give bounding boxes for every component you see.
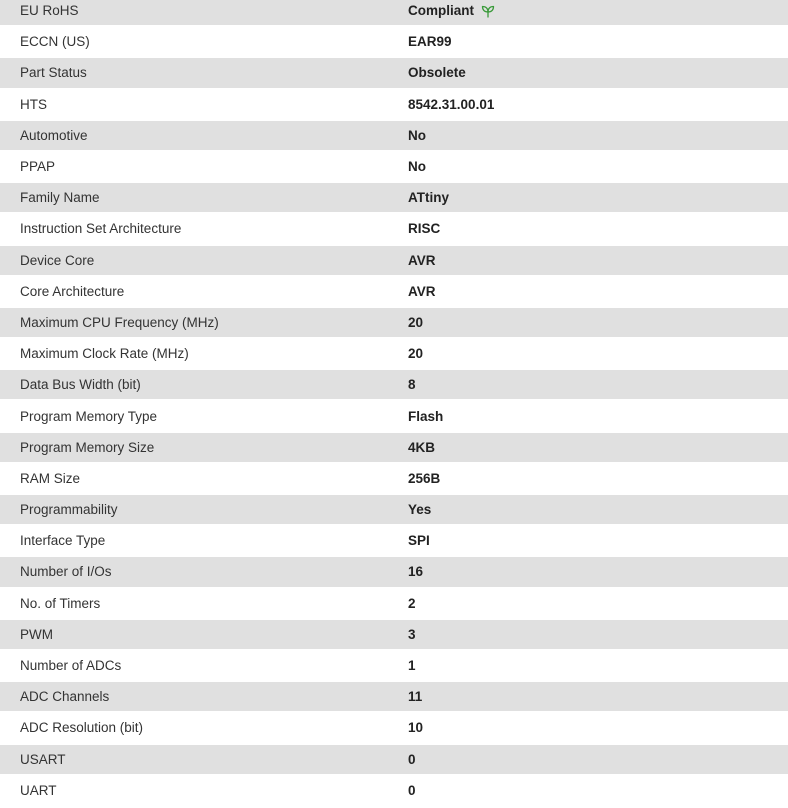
- spec-value-text: Compliant: [408, 3, 474, 19]
- spec-row-ppap: [0, 152, 788, 183]
- spec-value: Flash: [408, 408, 444, 424]
- spec-row-programmability: [0, 495, 788, 526]
- spec-row-timers: [0, 589, 788, 620]
- spec-label: ADC Channels: [20, 689, 110, 705]
- spec-row-pwm: [0, 620, 788, 651]
- spec-value: EAR99: [408, 34, 452, 50]
- spec-label: UART: [20, 782, 57, 798]
- spec-value: 4KB: [408, 439, 436, 455]
- spec-row-eccn: [0, 27, 788, 58]
- spec-row-device-core: [0, 246, 788, 277]
- spec-row-uart: [0, 776, 788, 807]
- spec-value: AVR: [408, 252, 436, 268]
- spec-row-usart: [0, 745, 788, 776]
- spec-value: 20: [408, 346, 424, 362]
- spec-row-eu-rohs: [0, 0, 788, 27]
- spec-label: No. of Timers: [20, 595, 101, 611]
- spec-value: 8: [408, 377, 416, 393]
- spec-value: 0: [408, 751, 416, 767]
- spec-row-number-of-adcs: [0, 651, 788, 682]
- spec-row-program-memory-size: [0, 433, 788, 464]
- spec-label: Interface Type: [20, 533, 106, 549]
- spec-label: Programmability: [20, 502, 118, 518]
- spec-value: No: [408, 127, 426, 143]
- spec-row-isa: [0, 214, 788, 245]
- leaf-icon: [481, 4, 495, 18]
- spec-row-adc-resolution: [0, 713, 788, 744]
- spec-label: Program Memory Type: [20, 408, 158, 424]
- spec-label: Maximum Clock Rate (MHz): [20, 346, 189, 362]
- spec-label: Family Name: [20, 190, 100, 206]
- spec-row-interface-type: [0, 526, 788, 557]
- spec-value: 2: [408, 595, 416, 611]
- spec-label: EU RoHS: [20, 3, 79, 19]
- spec-row-part-status: [0, 58, 788, 89]
- spec-row-ram-size: [0, 464, 788, 495]
- spec-label: Device Core: [20, 252, 95, 268]
- spec-label: Maximum CPU Frequency (MHz): [20, 314, 219, 330]
- spec-value: 3: [408, 626, 416, 642]
- spec-label: Number of ADCs: [20, 658, 122, 674]
- spec-value: RISC: [408, 221, 441, 237]
- spec-label: Program Memory Size: [20, 439, 155, 455]
- spec-label: ECCN (US): [20, 34, 90, 50]
- spec-value: 256B: [408, 470, 441, 486]
- spec-row-hts: [0, 90, 788, 121]
- spec-label: HTS: [20, 96, 47, 112]
- spec-value: ATtiny: [408, 190, 449, 206]
- spec-label: Part Status: [20, 65, 87, 81]
- spec-row-max-cpu-frequency: [0, 308, 788, 339]
- spec-label: ADC Resolution (bit): [20, 720, 144, 736]
- spec-label: Number of I/Os: [20, 564, 112, 580]
- spec-label: USART: [20, 751, 66, 767]
- spec-row-automotive: [0, 121, 788, 152]
- spec-value: 20: [408, 314, 424, 330]
- spec-row-data-bus-width: [0, 370, 788, 401]
- spec-row-program-memory-type: [0, 401, 788, 432]
- spec-label: Instruction Set Architecture: [20, 221, 182, 237]
- spec-value: Obsolete: [408, 65, 466, 81]
- spec-row-core-architecture: [0, 277, 788, 308]
- spec-value: AVR: [408, 283, 436, 299]
- spec-row-max-clock-rate: [0, 339, 788, 370]
- spec-value: Yes: [408, 502, 432, 518]
- spec-value: 16: [408, 564, 424, 580]
- spec-value: No: [408, 159, 426, 175]
- spec-value: SPI: [408, 533, 430, 549]
- spec-value: 11: [408, 689, 423, 705]
- spec-label: Automotive: [20, 127, 88, 143]
- spec-label: PWM: [20, 626, 53, 642]
- spec-label: PPAP: [20, 159, 56, 175]
- spec-label: Data Bus Width (bit): [20, 377, 141, 393]
- spec-row-adc-channels: [0, 682, 788, 713]
- spec-value: [408, 3, 495, 18]
- spec-value: 0: [408, 782, 416, 798]
- spec-label: Core Architecture: [20, 283, 125, 299]
- spec-row-number-of-ios: [0, 557, 788, 588]
- spec-value: 10: [408, 720, 424, 736]
- spec-label: RAM Size: [20, 470, 81, 486]
- spec-value: 1: [408, 658, 416, 674]
- spec-value: 8542.31.00.01: [408, 96, 495, 112]
- spec-row-family-name: [0, 183, 788, 214]
